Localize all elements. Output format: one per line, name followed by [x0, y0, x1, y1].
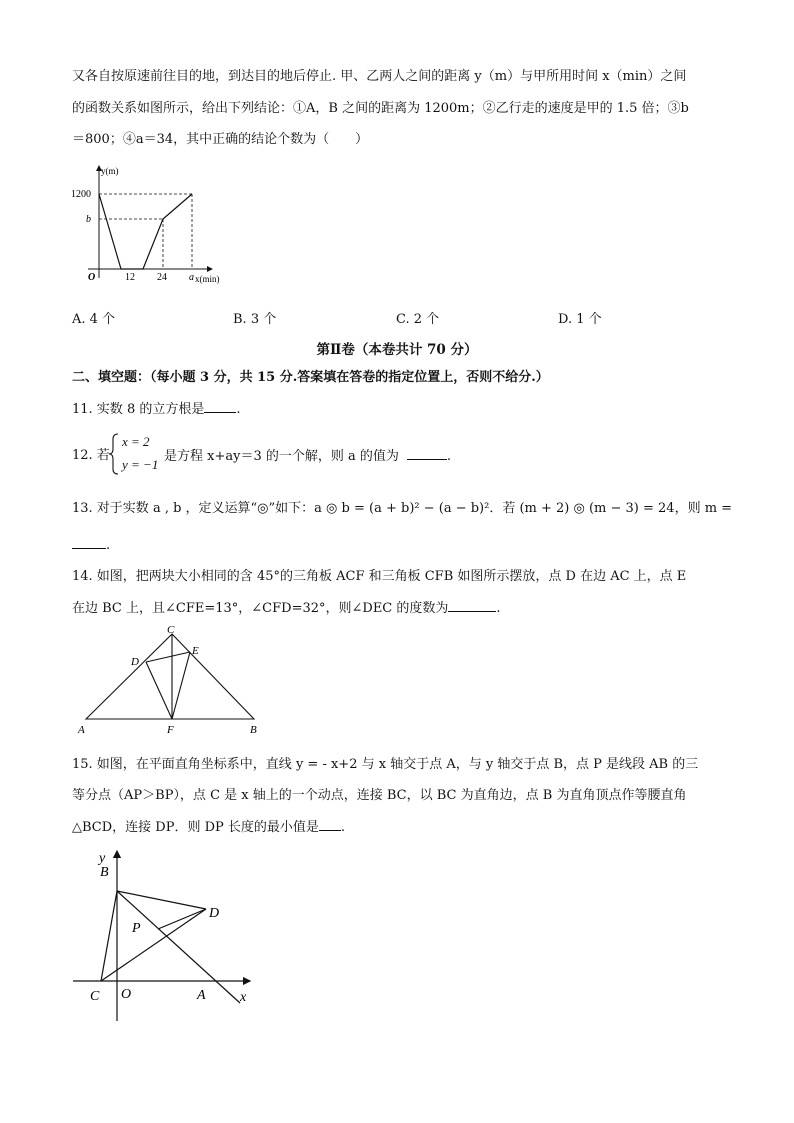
q15-label-y: y	[99, 851, 106, 866]
q10-tick-12: 12	[125, 272, 135, 283]
fill-blank-heading: 二、填空题：（每小题 3 分，共 15 分.答案填在答卷的指定位置上，否则不给分.）	[72, 370, 549, 385]
q15-label-o: O	[121, 987, 132, 1002]
q13-line-2	[72, 536, 110, 555]
q10-origin: O	[88, 272, 96, 283]
q14-label-b: B	[250, 724, 257, 736]
q10-tick-24: 24	[157, 272, 167, 283]
q14-label-f: F	[167, 724, 174, 736]
q15-end: .	[340, 820, 346, 835]
q10-tick-b: b	[86, 214, 91, 225]
q13-text: 13. 对于实数 a , b ，定义运算“◎”如下：a ◎ b = (a + b)² − (a − b)²．若 (m + 2) ◎ (m − 3) = 24，则 m =	[72, 501, 733, 516]
q11	[72, 400, 240, 419]
q15-coordinate-figure	[70, 843, 270, 1028]
q13-answer-blank	[72, 536, 106, 549]
q13-end: .	[106, 538, 111, 553]
q12-answer-blank	[407, 447, 447, 460]
q14-label-d: D	[131, 656, 139, 668]
q15-answer-blank	[319, 818, 341, 831]
q15-label-c: C	[90, 989, 100, 1004]
q15-label-x: x	[240, 990, 247, 1005]
q12-brace	[108, 433, 120, 475]
q10-x-axis-label: x(min)	[195, 274, 220, 284]
q14-line-1: 14. 如图，把两块大小相同的含 45°的三角板 ACF 和三角板 CFB 如图所示摆放，点 D 在边 AC 上，点 E	[72, 569, 687, 584]
q10-distance-time-graph	[70, 160, 230, 285]
q10-option-a: A. 4 个	[72, 312, 116, 327]
q14-triangle-figure	[70, 622, 270, 740]
q14-label-c: C	[167, 624, 175, 636]
q10-line-1: 又各自按原速前往目的地，到达目的地后停止. 甲、乙两人之间的距离 y（m）与甲所用时间 x（min）之间	[72, 69, 687, 84]
q12-equation-2: y = −1	[122, 457, 159, 472]
q15-segment-bd	[117, 891, 206, 909]
q14-segment-df	[146, 662, 172, 719]
q14-answer-blank	[448, 599, 496, 612]
q15-label-a: A	[197, 988, 206, 1003]
q14-segment-ef	[172, 652, 190, 719]
q14-line-2-wrap	[72, 599, 501, 618]
q10-option-c: C. 2 个	[396, 312, 440, 327]
q10-graph-line	[99, 194, 192, 269]
section-title: 第Ⅱ卷（本卷共计 70 分）	[316, 342, 478, 358]
q10-tick-1200: 1200	[71, 189, 91, 200]
q14-end: .	[496, 601, 501, 616]
q15-line-3: △BCD，连接 DP．则 DP 长度的最小值是	[72, 820, 319, 835]
q14-label-e: E	[192, 645, 199, 657]
q11-end: .	[236, 402, 241, 417]
q15-line-2: 等分点（AP＞BP），点 C 是 x 轴上的一个动点，连接 BC，以 BC 为直角边，点 B 为直角顶点作等腰直角	[72, 788, 687, 803]
q15-line-3-wrap	[72, 818, 345, 837]
q15-label-b: B	[100, 865, 109, 880]
q12-text: 是方程 x+ay＝3 的一个解，则 a 的值为	[164, 449, 399, 464]
q12-number: 12. 若	[72, 448, 110, 463]
q14-line-2: 在边 BC 上，且∠CFE=13°，∠CFD=32°，则∠DEC 的度数为	[72, 601, 449, 616]
q10-line-2: 的函数关系如图所示，给出下列结论：①A，B 之间的距离为 1200m；②乙行走的速度是甲的 1.5 倍；③b	[72, 101, 689, 116]
q11-answer-blank	[204, 400, 236, 413]
q10-option-b: B. 3 个	[233, 312, 277, 327]
q12	[164, 447, 451, 466]
q14-triangle-abc	[86, 634, 254, 719]
q11-text: 11. 实数 8 的立方根是	[72, 402, 205, 417]
q12-equation-1: x = 2	[122, 434, 150, 449]
q10-tick-a: a	[189, 272, 194, 283]
q15-line-1: 15. 如图，在平面直角坐标系中，直线 y = - x+2 与 x 轴交于点 A，与 y 轴交于点 B，点 P 是线段 AB 的三	[72, 757, 699, 772]
q10-option-d: D. 1 个	[558, 312, 602, 327]
q15-segment-bc	[101, 891, 117, 981]
q12-end: .	[446, 449, 452, 464]
q10-line-3: ＝800；④a＝34，其中正确的结论个数为（ ）	[72, 132, 369, 147]
q15-label-d: D	[209, 906, 220, 921]
q14-label-a: A	[78, 724, 85, 736]
q15-label-p: P	[132, 921, 141, 936]
q10-y-axis-label: y(m)	[101, 166, 119, 176]
q15-line-ab	[117, 891, 240, 1003]
